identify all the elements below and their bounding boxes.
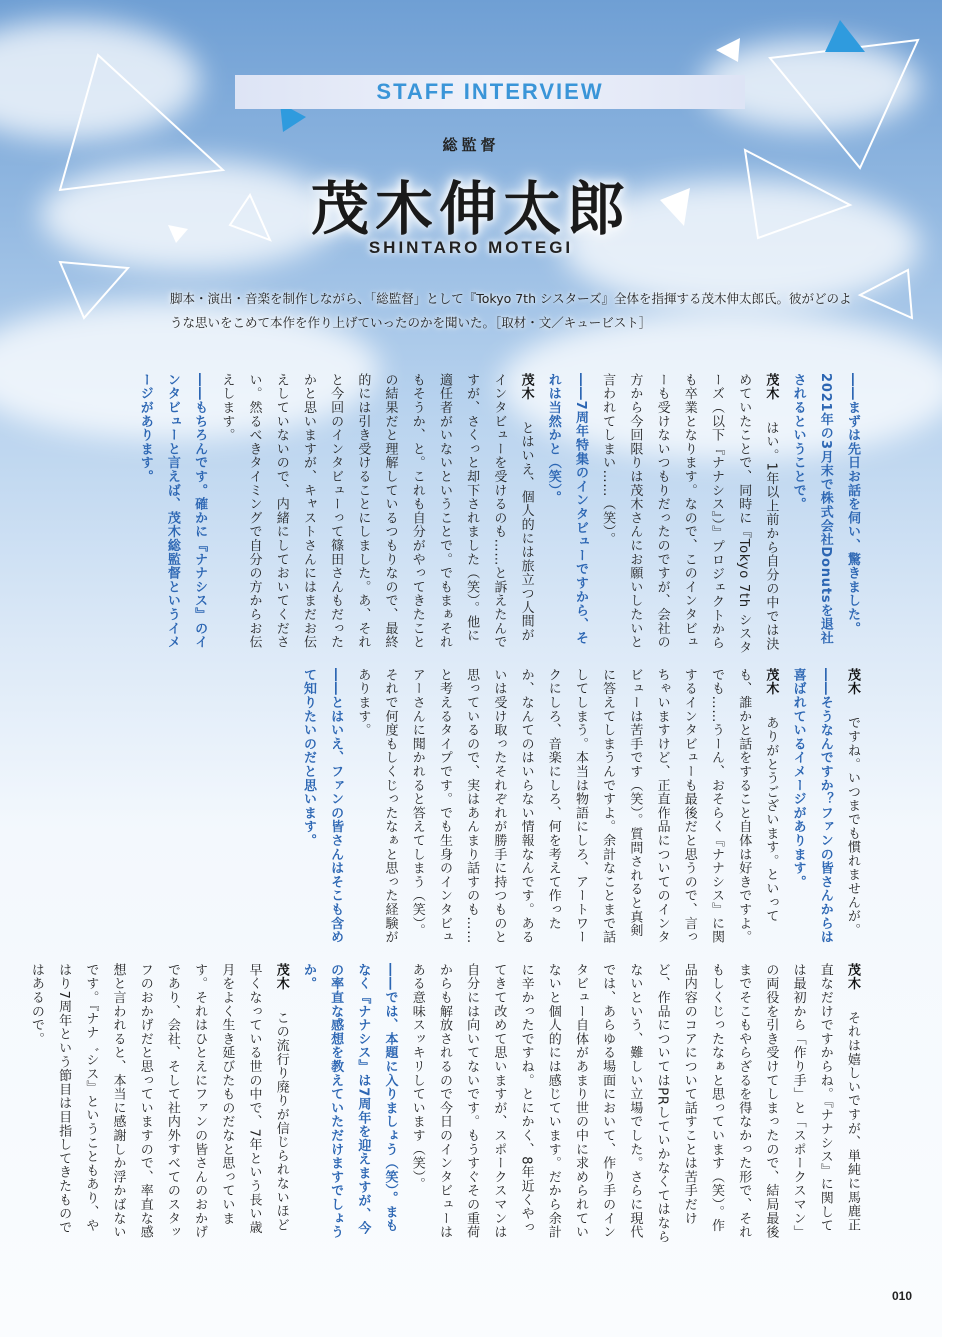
speaker-label: 茂木 (763, 373, 779, 401)
answer-text: それは嬉しいですが、単純に馬鹿正直なだけですからね。『ナナシス』に関しては最初から「作り手」と「スポークスマン」の両役を引き受けてしまったので、結局最後までそこもやらざるを得なかった形で、それもしくじったなぁと思っています（笑）。作品内容のコアについて話すことは苦手だけど、作品についてはPRしていかなくてはならないという、難しい立場でした。さらに現代では、あらゆる場面において、作り手のインタビュー自体があまり世の中に求められていないと個人的には感じています。だから余計に辛かったですね。とにかく、8年近くやってきて改めて思いますが、スポークスマンは自分には向いてないです。もうすぐその重荷からも解放されるので今日のインタビューはある意味スッキリしています（笑）。 (409, 963, 860, 1244)
question-paragraph: ――では、本題に入りましょう（笑）。まもなく『ナナシス』は7周年を迎えますが、今の率直な感想を教えていただけますでしょうか。 (300, 963, 398, 1239)
speaker-label: 茂木 (845, 668, 860, 696)
triangle-outline-far-right (860, 270, 912, 318)
triangle-solid-white-right (716, 38, 740, 62)
text-row-1 (81, 373, 866, 655)
role-title: 総監督 (442, 136, 500, 154)
question-paragraph: ――とはいえ、ファンの皆さんはそこも含めて知りたいのだと思います。 (300, 668, 344, 944)
person-name-romaji: SHINTARO MOTEGI (368, 238, 574, 257)
answer-text: とはいえ、個人的には旅立つ人間がインタビューを受けるのも……と訴えたんですが、さくっと却下されました（笑）。他に適任者がいないということで。でもまぁそれもそうか、と。これも自分がやってきたことの結果だと理解しているつもりなので、最終的には引き受けることにしました。あ、それと今回のインタビューって篠田さんもだったかと思いますが、キャストさんにはまだお伝えしていないので、内緒にしておいてください。然るべきタイミングで自分の方からお伝えします。 (219, 373, 534, 649)
answer-paragraph (404, 963, 866, 1245)
text-row-2 (81, 668, 866, 950)
answer-paragraph (23, 963, 295, 1245)
speaker-label: 茂木 (273, 963, 289, 991)
lead-paragraph: 脚本・演出・音楽を制作しながら、「総監督」として『Tokyo 7th シスターズ』全体を指揮する茂木伸太郎氏。彼がどのような思いをこめて本作を作り上げていったのかを聞いた。［取材・文／キュービスト］ (170, 291, 852, 330)
question-paragraph: ――もちろんです。確かに『ナナシス』のインタビューと言えば、茂木総監督というイメージがあります。 (137, 373, 208, 649)
answer-text: はい。1年以上前から自分の中では決めていたことで、同時に『Tokyo 7th シスターズ（以下『ナナシス』）』プロジェクトからも卒業となります。なので、このインタビューも受けないつもりだったのですが、会社の方から今回限りは茂木さんにお願いしたいと言われてしまい……（笑）。 (600, 373, 779, 655)
speaker-label: 茂木 (845, 963, 860, 991)
question-paragraph: ――7周年特集のインタビューですから、それは当然かと（笑）。 (545, 373, 588, 646)
answer-paragraph (839, 668, 866, 950)
answer-paragraph (594, 373, 784, 655)
question-paragraph: ――まずは先日お話を伺い、驚きました。2021年の3月末で株式会社Donutsを退社されるということで。 (790, 373, 860, 645)
text-row-3 (28, 963, 866, 1245)
answer-text: この流行り廃りが信じられないほど早くなっている世の中で、7年という長い歳月をよく生き延びたものだなと思っています。それはひとえにファンの皆さんのおかげであり、会社、そして社内外すべてのスタッフのおかげだと思っていますので、率直な感想と言われると、本当に感謝しか浮かばないです。『ナナ゛シス』ということもあり、やはり7周年という節目は目指してきたものではあるので。 (28, 963, 289, 1239)
answer-paragraph (349, 668, 784, 950)
page-number: 010 (891, 1289, 912, 1303)
triangle-outline-lower-left (60, 262, 128, 318)
answer-text: ですね。いつまでも慣れませんが。 (845, 715, 860, 937)
speaker-label: 茂木 (518, 373, 534, 401)
person-name: 茂木伸太郎 (310, 175, 631, 243)
speaker-label: 茂木 (763, 668, 779, 696)
answer-text: ありがとうございます。といっても、誰かと話をすること自体は好きですよ。でも……うーん、おそらく『ナナシス』に関するインタビューも最後だと思うので、言っちゃいますけど、正直作品についてのインタビューは苦手です（笑）。質問されると真剣に答えてしまうんですよ。余計なことまで話してしまう。本当は物語にしろ、アートワークにしろ、音楽にしろ、何を考えて作ったか、なんてのはいらない情報なんです。あるいは受け取ったそれぞれが勝手に持つものと思っているので、実はあんまり話すのも……と考えるタイプです。でも生身のインタビュアーさんに聞かれると答えてしまう（笑）。それで何度もしくじったなぁと思った経験があります。 (355, 668, 779, 944)
triangle-solid-blue-right (825, 20, 865, 52)
banner-title: STAFF INTERVIEW (376, 79, 604, 104)
question-paragraph: ――そうなんですか？ファンの皆さんからは喜ばれているイメージがあります。 (790, 668, 833, 944)
answer-paragraph (213, 373, 539, 655)
staff-interview-banner (235, 75, 745, 109)
